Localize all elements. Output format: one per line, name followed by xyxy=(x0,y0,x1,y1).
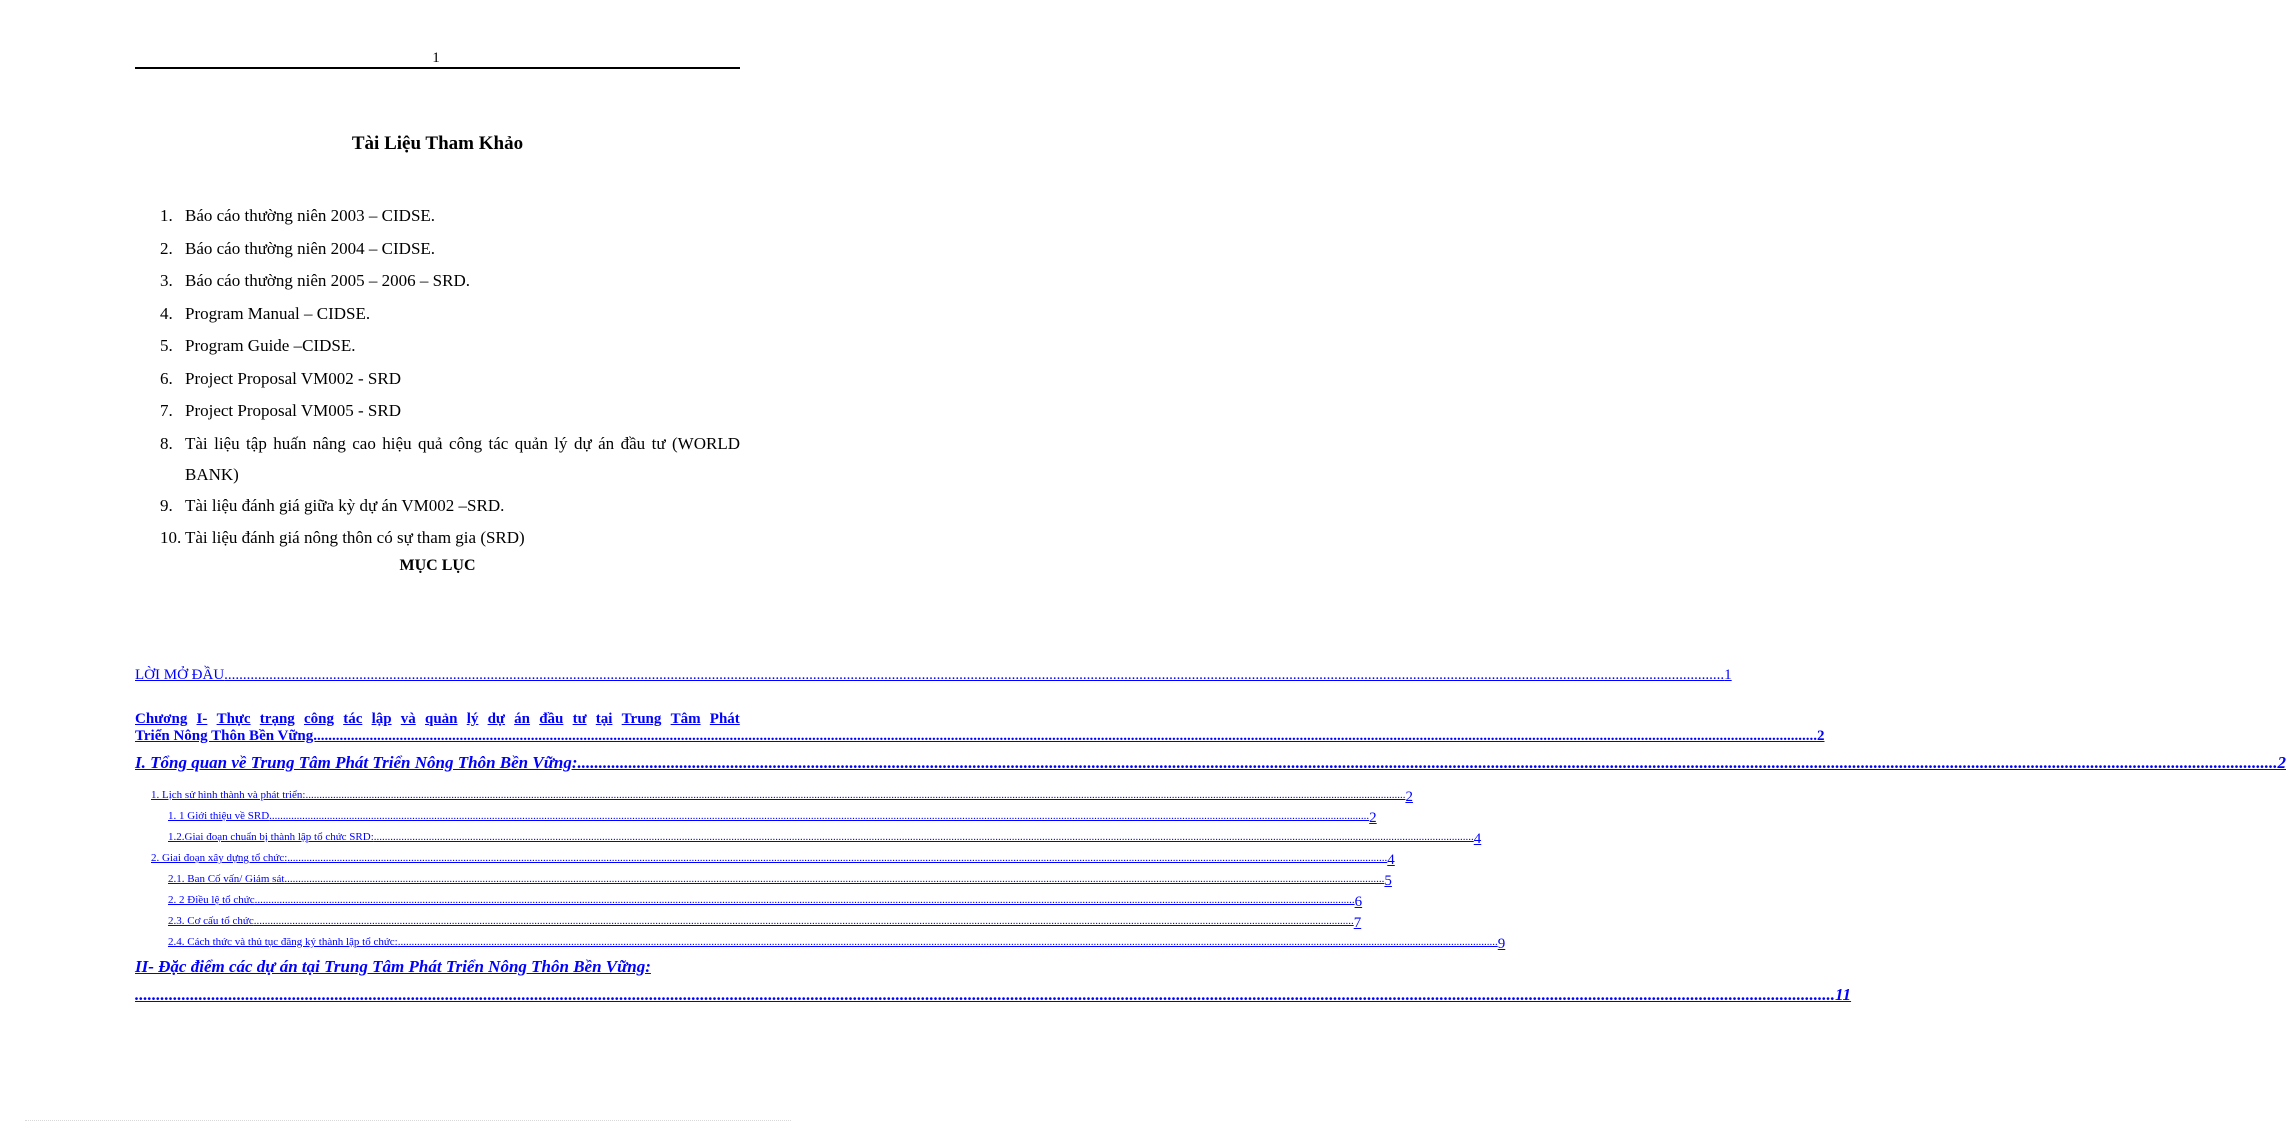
reference-text: Tài liệu tập huấn nâng cao hiệu quả công tác quản lý dự án đầu tư (WORLD BANK) xyxy=(185,433,740,484)
toc-entry-label: 2.1. Ban Cố vấn/ Giám sát xyxy=(168,873,285,885)
toc-entry-1[interactable] xyxy=(151,789,1413,806)
toc-word: lý xyxy=(466,711,479,727)
toc-entry-2-1[interactable] xyxy=(168,873,1392,890)
references-title: Tài Liệu Tham Khảo xyxy=(351,133,524,154)
toc-entry-label: I. Tổng quan về Trung Tâm Phát Triển Nông Thôn Bền Vững: xyxy=(135,753,578,772)
reference-text: Program Guide –CIDSE. xyxy=(185,336,356,355)
toc-entry-preface[interactable] xyxy=(135,667,1732,684)
reference-number: 8. xyxy=(160,433,173,453)
toc-heading: MỤC LỤC xyxy=(399,557,476,574)
toc-chapter-title-line1 xyxy=(135,711,740,728)
toc-dot-leader: ................................................................................................................................................................................................................................................................................................................................................................................................................ xyxy=(224,667,1725,683)
references-list xyxy=(160,200,740,555)
toc-word: trạng xyxy=(259,711,295,727)
reference-number: 1. xyxy=(160,206,173,225)
toc-page-number: 2 xyxy=(2277,753,2286,772)
reference-text: Project Proposal VM002 - SRD xyxy=(185,368,401,388)
reference-text: Tài liệu đánh giá giữa kỳ dự án VM002 –SRD. xyxy=(185,495,505,515)
reference-item xyxy=(160,428,740,490)
toc-page-number: 6 xyxy=(1354,894,1363,910)
reference-text: Project Proposal VM005 - SRD xyxy=(185,401,401,420)
reference-item xyxy=(160,233,740,266)
toc-entry-label: LỜI MỞ ĐẦU xyxy=(135,667,225,683)
toc-entry-section-2[interactable] xyxy=(135,957,1852,1005)
reference-number: 2. xyxy=(160,238,173,258)
toc-word: công xyxy=(304,711,334,727)
toc-dot-leader: ................................................................................................................................................................................................................................................................................................................................................................................................................ xyxy=(284,873,1385,885)
toc-page-number: 5 xyxy=(1384,873,1392,889)
toc-dot-leader: ................................................................................................................................................................................................................................................................................................................................................................................................................ xyxy=(397,936,1498,948)
toc-word: Chương xyxy=(135,711,188,727)
toc-word: dự xyxy=(487,711,505,727)
reference-text: Tài liệu đánh giá nông thôn có sự tham gia (SRD) xyxy=(185,528,525,547)
toc-entry-2-2[interactable] xyxy=(168,894,1363,911)
toc-dot-leader: ................................................................................................................................................................................................................................................................................................................................................................................................................ xyxy=(373,831,1474,843)
reference-item xyxy=(160,200,740,233)
toc-entry-label: 1. Lịch sử hình thành và phát triển: xyxy=(151,789,306,801)
reference-item xyxy=(160,298,740,331)
toc-word: tác xyxy=(343,711,363,727)
reference-text: Báo cáo thường niên 2004 – CIDSE. xyxy=(185,238,436,258)
reference-number: 4. xyxy=(160,303,173,323)
reference-text: Báo cáo thường niên 2003 – CIDSE. xyxy=(185,206,436,225)
toc-entry-label: 2. Giai đoạn xây dựng tổ chức: xyxy=(151,852,288,864)
reference-number: 6. xyxy=(160,368,173,388)
page-bottom-dotted-line xyxy=(25,1120,791,1121)
toc-dot-leader: ................................................................................................................................................................................................................................................................................................................................................................................................................ xyxy=(269,810,1370,822)
toc-entry-chapter-1[interactable] xyxy=(135,711,1825,745)
toc-entry-label: 2.4. Cách thức và thủ tục đăng ký thành lập tổ chức: xyxy=(168,936,398,948)
reference-item xyxy=(160,490,740,523)
toc-page-number: 2 xyxy=(1405,789,1413,805)
toc-page-number: 4 xyxy=(1473,831,1482,847)
toc-word: quản xyxy=(424,711,458,727)
toc-page-number: 11 xyxy=(1835,985,1852,1004)
reference-item xyxy=(160,522,740,555)
toc-dot-leader: ................................................................................................................................................................................................................................................................................................................................................................................................................ xyxy=(287,852,1388,864)
reference-number: 3. xyxy=(160,271,173,290)
toc-page-number: 7 xyxy=(1353,915,1362,931)
toc-page-number: 2 xyxy=(1816,728,1825,744)
toc-entry-label: II- Đặc điểm các dự án tại Trung Tâm Phát Triển Nông Thôn Bền Vững: xyxy=(135,957,651,976)
toc-entry-label: 1. 1 Giới thiệu về SRD xyxy=(168,810,270,822)
toc-dot-leader: ................................................................................................................................................................................................................................................................................................................................................................................................................ xyxy=(316,728,1817,744)
toc-entry-2-3[interactable] xyxy=(168,915,1362,932)
toc-entry-label: Triển Nông Thôn Bền Vững. xyxy=(135,728,317,744)
toc-entry-2-4[interactable] xyxy=(168,936,1506,953)
toc-entry-label: 2. 2 Điều lệ tổ chức xyxy=(168,894,255,906)
toc-entry-1-1[interactable] xyxy=(168,810,1377,827)
reference-item xyxy=(160,363,740,396)
toc-word: án xyxy=(514,711,530,727)
toc-word: Trung xyxy=(621,711,662,727)
toc-dot-leader: ................................................................................................................................................................................................................................................................................................................................................................................................................ xyxy=(577,753,2278,772)
toc-dot-leader: ................................................................................................................................................................................................................................................................................................................................................................................................................ xyxy=(135,985,1835,1004)
toc-word: tại xyxy=(595,711,613,727)
reference-number: 10. xyxy=(160,528,182,547)
reference-item xyxy=(160,330,740,363)
toc-page-number: 9 xyxy=(1497,936,1506,952)
toc-word: Thực xyxy=(216,711,251,727)
reference-number: 7. xyxy=(160,401,173,420)
toc-word: và xyxy=(400,711,416,727)
toc-page-number: 2 xyxy=(1369,810,1377,826)
reference-text: Program Manual – CIDSE. xyxy=(185,303,371,323)
toc-entry-1-2[interactable] xyxy=(168,831,1482,848)
page-number: 1 xyxy=(432,50,440,66)
toc-word: Phát xyxy=(709,711,740,727)
toc-word: tư xyxy=(572,711,587,727)
reference-item xyxy=(160,265,740,298)
reference-number: 9. xyxy=(160,495,173,515)
toc-word: Tâm xyxy=(670,711,701,727)
toc-dot-leader: ................................................................................................................................................................................................................................................................................................................................................................................................................ xyxy=(254,894,1355,906)
reference-item xyxy=(160,395,740,428)
toc-entry-label: 1.2.Giai đoạn chuẩn bị thành lập tổ chức SRD: xyxy=(168,831,374,843)
toc-dot-leader: ................................................................................................................................................................................................................................................................................................................................................................................................................ xyxy=(253,915,1354,927)
toc-entry-2[interactable] xyxy=(151,852,1395,869)
reference-number: 5. xyxy=(160,336,173,355)
toc-word: lập xyxy=(371,711,392,727)
toc-page-number: 4 xyxy=(1387,852,1395,868)
toc-dot-leader: ................................................................................................................................................................................................................................................................................................................................................................................................................ xyxy=(305,789,1406,801)
reference-text: Báo cáo thường niên 2005 – 2006 – SRD. xyxy=(185,271,470,290)
toc-word: đầu xyxy=(539,711,564,727)
toc-page-number: 1 xyxy=(1724,667,1732,683)
toc-entry-label: 2.3. Cơ cấu tổ chức xyxy=(168,915,254,927)
toc-word: I- xyxy=(196,711,208,727)
header-rule xyxy=(135,67,740,69)
toc-entry-section-1[interactable] xyxy=(135,753,2286,773)
